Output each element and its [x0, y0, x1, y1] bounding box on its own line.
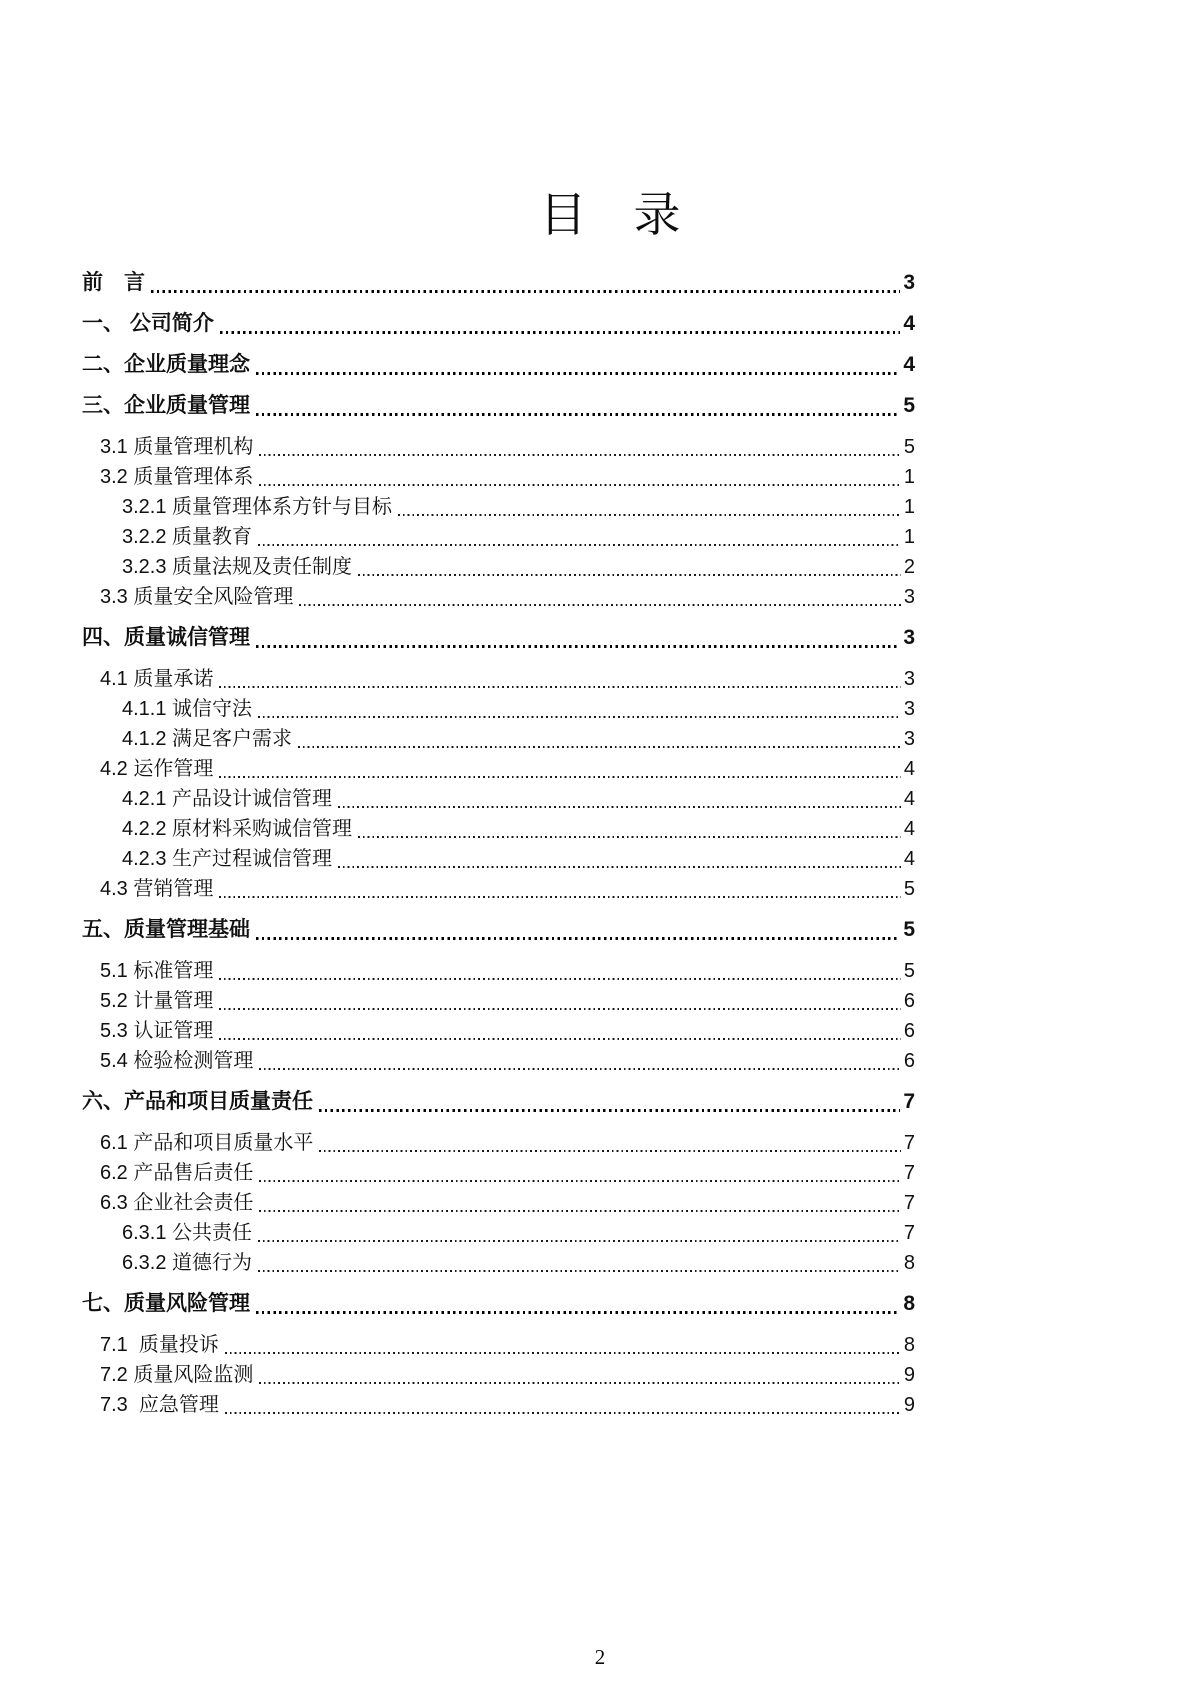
toc-entry-page: 4 — [903, 758, 915, 780]
dotted-leader — [256, 372, 900, 375]
toc-entry-page: 5 — [903, 878, 915, 900]
toc-entry[interactable] — [82, 1158, 915, 1188]
toc-entry-label: 3.2.1 质量管理体系方针与目标 — [122, 496, 393, 518]
toc-entry-page: 5 — [903, 960, 915, 982]
dotted-leader — [258, 716, 901, 718]
toc-list — [82, 268, 915, 1420]
toc-entry-label: 5.3 认证管理 — [100, 1020, 214, 1042]
dotted-leader — [338, 866, 901, 868]
toc-entry[interactable] — [82, 814, 915, 844]
toc-entry[interactable] — [82, 492, 915, 522]
toc-entry-label: 3.2.3 质量法规及责任制度 — [122, 556, 353, 578]
toc-entry-page: 7 — [903, 1132, 915, 1154]
toc-entry[interactable] — [82, 694, 915, 724]
toc-entry-label: 5.4 检验检测管理 — [100, 1050, 254, 1072]
toc-entry[interactable] — [82, 391, 915, 421]
dotted-leader — [219, 1038, 901, 1040]
toc-entry-label: 7.2 质量风险监测 — [100, 1364, 254, 1386]
toc-entry-label: 6.1 产品和项目质量水平 — [100, 1132, 314, 1154]
dotted-leader — [358, 836, 901, 838]
toc-entry-page: 4 — [903, 353, 915, 376]
toc-entry-label: 3.3 质量安全风险管理 — [100, 586, 294, 608]
page-number-footer: 2 — [594, 1645, 606, 1669]
dotted-leader — [298, 746, 901, 748]
toc-entry-page: 3 — [903, 271, 915, 294]
dotted-leader — [225, 1412, 901, 1414]
toc-entry-label: 4.2.1 产品设计诚信管理 — [122, 788, 333, 810]
toc-entry-label: 前 言 — [82, 271, 145, 294]
toc-entry-label: 6.2 产品售后责任 — [100, 1162, 254, 1184]
toc-entry-page: 3 — [903, 728, 915, 750]
toc-entry-page: 3 — [903, 668, 915, 690]
toc-entry-page: 4 — [903, 848, 915, 870]
dotted-leader — [220, 331, 900, 334]
toc-entry-label: 5.1 标准管理 — [100, 960, 214, 982]
toc-entry-page: 1 — [903, 496, 915, 518]
toc-entry-page: 9 — [903, 1364, 915, 1386]
toc-entry-page: 3 — [903, 626, 915, 649]
dotted-leader — [259, 1382, 901, 1384]
toc-entry-page: 3 — [903, 586, 915, 608]
dotted-leader — [258, 1270, 901, 1272]
toc-entry-label: 三、企业质量管理 — [82, 394, 250, 417]
toc-entry-label: 4.2.2 原材料采购诚信管理 — [122, 818, 353, 840]
toc-entry-page: 3 — [903, 698, 915, 720]
toc-entry[interactable] — [82, 1360, 915, 1390]
toc-entry-page: 5 — [903, 394, 915, 417]
toc-entry[interactable] — [82, 844, 915, 874]
toc-entry[interactable] — [82, 754, 915, 784]
toc-entry[interactable] — [82, 462, 915, 492]
toc-entry-label: 六、产品和项目质量责任 — [82, 1090, 313, 1113]
toc-entry-page: 5 — [903, 436, 915, 458]
toc-entry[interactable] — [82, 1016, 915, 1046]
toc-title: 目 录 — [539, 190, 681, 242]
toc-entry-page: 7 — [903, 1222, 915, 1244]
toc-entry[interactable] — [82, 1046, 915, 1076]
dotted-leader — [225, 1352, 901, 1354]
toc-entry-page: 8 — [903, 1292, 915, 1315]
toc-entry[interactable] — [82, 1087, 915, 1117]
dotted-leader — [319, 1150, 901, 1152]
dotted-leader — [259, 1068, 901, 1070]
dotted-leader — [259, 1180, 901, 1182]
toc-entry[interactable] — [82, 623, 915, 653]
toc-entry-label: 5.2 计量管理 — [100, 990, 214, 1012]
toc-entry-label: 4.3 营销管理 — [100, 878, 214, 900]
dotted-leader — [259, 1210, 901, 1212]
toc-entry-label: 3.2.2 质量教育 — [122, 526, 253, 548]
toc-entry-label: 4.1.2 满足客户需求 — [122, 728, 293, 750]
dotted-leader — [219, 686, 901, 688]
toc-entry-label: 一、 公司简介 — [82, 312, 214, 335]
toc-entry-label: 七、质量风险管理 — [82, 1292, 250, 1315]
dotted-leader — [256, 413, 900, 416]
toc-entry-page: 7 — [903, 1162, 915, 1184]
toc-entry-label: 7.1 质量投诉 — [100, 1334, 219, 1356]
toc-entry[interactable] — [82, 915, 915, 945]
toc-entry-label: 4.1 质量承诺 — [100, 668, 214, 690]
dotted-leader — [219, 776, 901, 778]
toc-entry-page: 2 — [903, 556, 915, 578]
toc-entry-page: 1 — [903, 466, 915, 488]
toc-entry-label: 二、企业质量理念 — [82, 353, 250, 376]
dotted-leader — [219, 896, 901, 898]
toc-entry[interactable] — [82, 986, 915, 1016]
toc-entry-page: 9 — [903, 1394, 915, 1416]
dotted-leader — [219, 978, 901, 980]
toc-entry[interactable] — [82, 309, 915, 339]
toc-entry-label: 4.2 运作管理 — [100, 758, 214, 780]
dotted-leader — [256, 1311, 900, 1314]
toc-entry-label: 3.2 质量管理体系 — [100, 466, 254, 488]
toc-entry[interactable] — [82, 1128, 915, 1158]
toc-entry[interactable] — [82, 582, 915, 612]
toc-entry-page: 7 — [903, 1192, 915, 1214]
toc-entry-label: 四、质量诚信管理 — [82, 626, 250, 649]
toc-entry-page: 1 — [903, 526, 915, 548]
toc-entry-label: 6.3.1 公共责任 — [122, 1222, 253, 1244]
toc-entry-page: 4 — [903, 788, 915, 810]
toc-entry-page: 7 — [903, 1090, 915, 1113]
toc-entry[interactable] — [82, 1330, 915, 1360]
toc-entry[interactable] — [82, 1248, 915, 1278]
toc-entry-label: 3.1 质量管理机构 — [100, 436, 254, 458]
dotted-leader — [256, 937, 900, 940]
toc-entry-page: 6 — [903, 990, 915, 1012]
dotted-leader — [398, 514, 901, 516]
toc-entry[interactable] — [82, 1289, 915, 1319]
toc-entry[interactable] — [82, 874, 915, 904]
dotted-leader — [258, 1240, 901, 1242]
toc-entry-page: 4 — [903, 818, 915, 840]
toc-entry[interactable] — [82, 784, 915, 814]
toc-entry[interactable] — [82, 522, 915, 552]
toc-entry-label: 6.3 企业社会责任 — [100, 1192, 254, 1214]
toc-entry[interactable] — [82, 552, 915, 582]
toc-entry-page: 6 — [903, 1020, 915, 1042]
toc-entry[interactable] — [82, 268, 915, 298]
dotted-leader — [258, 544, 901, 546]
dotted-leader — [338, 806, 901, 808]
toc-entry-page: 8 — [903, 1334, 915, 1356]
toc-entry[interactable] — [82, 1390, 915, 1420]
dotted-leader — [358, 574, 901, 576]
toc-entry[interactable] — [82, 1218, 915, 1248]
dotted-leader — [319, 1109, 900, 1112]
toc-entry[interactable] — [82, 432, 915, 462]
dotted-leader — [151, 290, 900, 293]
toc-entry-label: 4.2.3 生产过程诚信管理 — [122, 848, 333, 870]
toc-entry-label: 6.3.2 道德行为 — [122, 1252, 253, 1274]
toc-entry[interactable] — [82, 664, 915, 694]
toc-entry-label: 4.1.1 诚信守法 — [122, 698, 253, 720]
toc-entry-label: 五、质量管理基础 — [82, 918, 250, 941]
toc-entry-label: 7.3 应急管理 — [100, 1394, 219, 1416]
dotted-leader — [219, 1008, 901, 1010]
dotted-leader — [256, 645, 900, 648]
dotted-leader — [259, 484, 901, 486]
toc-entry-page: 6 — [903, 1050, 915, 1072]
toc-entry[interactable] — [82, 1188, 915, 1218]
dotted-leader — [299, 604, 901, 606]
toc-entry-page: 5 — [903, 918, 915, 941]
toc-entry-page: 4 — [903, 312, 915, 335]
toc-entry[interactable] — [82, 724, 915, 754]
dotted-leader — [259, 454, 901, 456]
toc-entry[interactable] — [82, 350, 915, 380]
toc-entry-page: 8 — [903, 1252, 915, 1274]
toc-entry[interactable] — [82, 956, 915, 986]
